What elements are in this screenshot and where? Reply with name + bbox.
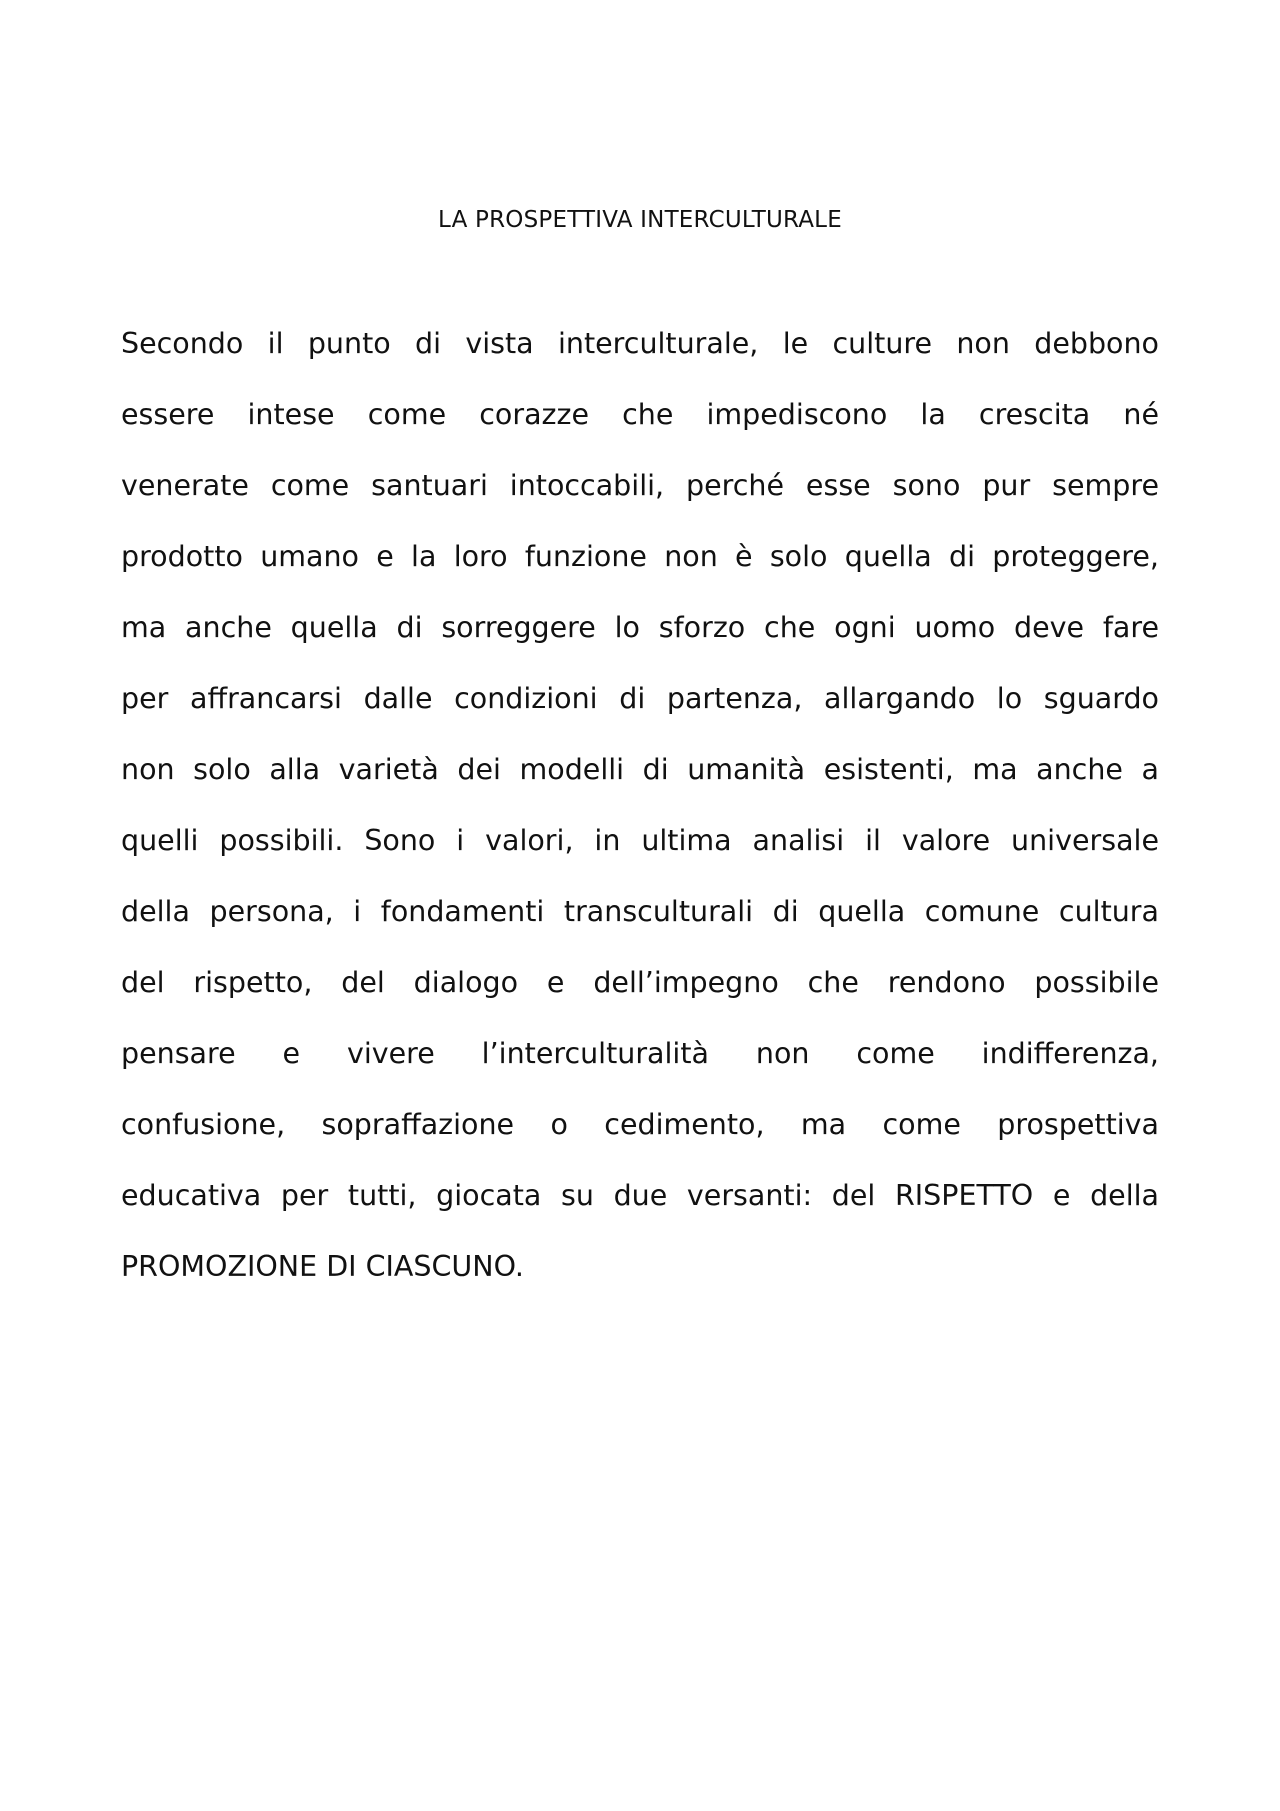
paragraph-line: non solo alla varietà dei modelli di umanità esistenti, ma anche a xyxy=(121,753,1159,786)
paragraph-line: venerate come santuari intoccabili, perché esse sono pur sempre xyxy=(121,469,1159,502)
paragraph-line: quelli possibili. Sono i valori, in ultima analisi il valore universale xyxy=(121,824,1159,857)
paragraph-line: essere intese come corazze che impediscono la crescita né xyxy=(121,398,1159,431)
paragraph-line: del rispetto, del dialogo e dell’impegno che rendono possibile xyxy=(121,966,1159,999)
paragraph-line: confusione, sopraffazione o cedimento, ma come prospettiva xyxy=(121,1108,1159,1141)
paragraph-line: educativa per tutti, giocata su due versanti: del RISPETTO e della xyxy=(121,1179,1159,1212)
paragraph-line: prodotto umano e la loro funzione non è solo quella di proteggere, xyxy=(121,540,1159,573)
paragraph-line: pensare e vivere l’interculturalità non come indifferenza, xyxy=(121,1037,1159,1070)
body-paragraph xyxy=(121,308,1159,1302)
paragraph-line: PROMOZIONE DI CIASCUNO. xyxy=(121,1250,524,1283)
paragraph-line: per affrancarsi dalle condizioni di partenza, allargando lo sguardo xyxy=(121,682,1159,715)
document-title: LA PROSPETTIVA INTERCULTURALE xyxy=(438,207,842,233)
paragraph-line: ma anche quella di sorreggere lo sforzo che ogni uomo deve fare xyxy=(121,611,1159,644)
paragraph-line: Secondo il punto di vista interculturale, le culture non debbono xyxy=(121,327,1159,360)
paragraph-line: della persona, i fondamenti transculturali di quella comune cultura xyxy=(121,895,1159,928)
